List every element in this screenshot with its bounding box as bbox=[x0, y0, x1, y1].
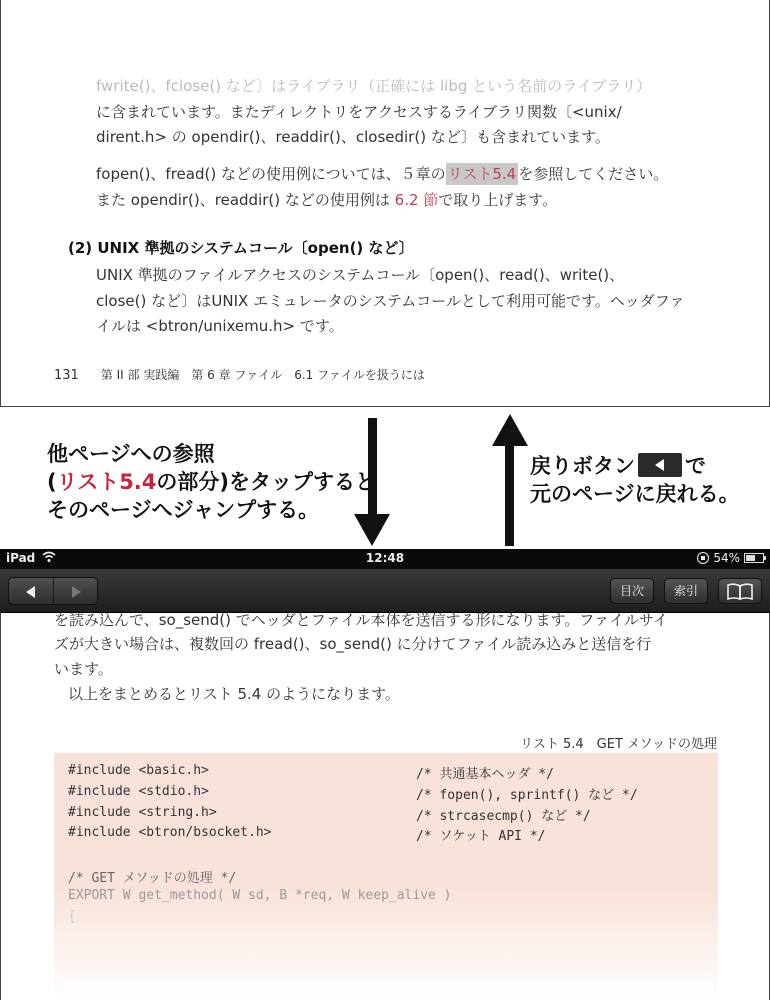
top-page-line: fwrite()、fclose() など〕はライブラリ（正確には libg という名前のライブラリ） bbox=[96, 77, 652, 95]
battery-percent: 54% bbox=[713, 551, 740, 565]
top-page-line: イルは <btron/unixemu.h> です。 bbox=[96, 317, 344, 335]
index-button[interactable]: 索引 bbox=[664, 578, 708, 604]
top-page-line: close() など〕はUNIX エミュレータのシステムコールとして利用可能です。ヘッダファ bbox=[96, 292, 685, 310]
top-page-line: に含まれています。またディレクトリをアクセスするライブラリ関数〔<unix/ bbox=[96, 103, 622, 121]
callout-back-explanation bbox=[530, 452, 740, 508]
text-span: の部分)をタップすると bbox=[156, 470, 376, 494]
battery-fill bbox=[746, 555, 755, 561]
clock: 12:48 bbox=[365, 551, 405, 565]
code-line: EXPORT W get_method( W sd, B *req, W keep_alive ) bbox=[68, 888, 452, 903]
callout-line: 元のページに戻れる。 bbox=[530, 482, 740, 506]
status-right bbox=[697, 551, 764, 565]
open-book-icon bbox=[726, 583, 754, 601]
back-button-icon bbox=[638, 453, 682, 477]
running-header: 第 II 部 実践編 第 6 章 ファイル 6.1 ファイルを扱うには bbox=[100, 368, 425, 382]
top-page-line: dirent.h> の opendir()、readdir()、closedir() など〕も含まれています。 bbox=[96, 128, 610, 146]
code-listing bbox=[54, 753, 718, 1000]
status-bar bbox=[0, 549, 770, 569]
top-page-line bbox=[96, 163, 726, 184]
callout-line: 他ページへの参照 bbox=[47, 442, 215, 466]
back-button[interactable] bbox=[9, 578, 53, 604]
arrow-up-icon bbox=[490, 412, 530, 546]
top-page-line bbox=[96, 189, 726, 210]
text-span: を参照してください。 bbox=[518, 165, 669, 183]
text-span: 戻りボタン bbox=[530, 454, 635, 478]
forward-button[interactable] bbox=[53, 578, 98, 604]
bottom-page-line: います。 bbox=[54, 660, 113, 678]
callout-jump-explanation bbox=[47, 440, 376, 524]
code-line: #include <string.h> bbox=[68, 805, 217, 820]
library-button[interactable] bbox=[718, 578, 762, 604]
battery-icon bbox=[744, 553, 764, 563]
bottom-book-page bbox=[0, 613, 770, 1000]
text-span: で取り上げます。 bbox=[438, 191, 558, 209]
bottom-page-line: 以上をまとめるとリスト 5.4 のようになります。 bbox=[68, 685, 400, 703]
page-number: 131 bbox=[54, 368, 79, 383]
history-nav bbox=[8, 577, 98, 605]
back-arrow-icon bbox=[26, 586, 35, 598]
callout-line bbox=[530, 452, 740, 480]
code-line: #include <stdio.h> bbox=[68, 784, 209, 799]
code-comment: /* 共通基本ヘッダ */ bbox=[416, 767, 554, 782]
code-line: #include <btron/bsocket.h> bbox=[68, 825, 272, 840]
reader-toolbar bbox=[0, 569, 770, 613]
toc-button[interactable]: 目次 bbox=[610, 578, 654, 604]
code-line: /* GET メソッドの処理 */ bbox=[68, 871, 237, 886]
bottom-page-line: を読み込んで、so_send() でヘッダとファイル本体を送信する形になります。ファイルサイ bbox=[54, 613, 668, 629]
text-span: で bbox=[685, 454, 706, 478]
bottom-page-line: ズが大きい場合は、複数回の fread()、so_send() に分けてファイル読み込みと送信を行 bbox=[54, 635, 652, 653]
code-comment: /* strcasecmp() など */ bbox=[416, 809, 591, 824]
forward-arrow-icon bbox=[72, 586, 81, 598]
text-span: ( bbox=[47, 470, 57, 494]
page-footer bbox=[54, 366, 425, 383]
callout-line: そのページへジャンプする。 bbox=[47, 498, 320, 522]
listing-caption: リスト 5.4 GET メソッドの処理 bbox=[520, 737, 717, 752]
reference-link-listing[interactable]: リスト5.4 bbox=[447, 165, 517, 183]
code-comment: /* fopen(), sprintf() など */ bbox=[416, 788, 638, 803]
top-page-line: UNIX 準拠のファイルアクセスのシステムコール〔open()、read()、write()、 bbox=[96, 266, 625, 284]
code-comment: /* ソケット API */ bbox=[416, 829, 546, 844]
rotation-lock-icon bbox=[697, 552, 709, 564]
top-book-page bbox=[0, 0, 770, 407]
code-line: { bbox=[68, 909, 76, 924]
text-span: また opendir()、readdir() などの使用例は bbox=[96, 191, 390, 209]
callout-line bbox=[47, 468, 376, 496]
text-span: fopen()、fread() などの使用例については、５章の bbox=[96, 165, 446, 183]
code-line: #include <basic.h> bbox=[68, 763, 209, 778]
section-heading: (2) UNIX 準拠のシステムコール〔open() など〕 bbox=[68, 239, 414, 257]
callout-highlight: リスト5.4 bbox=[56, 470, 157, 494]
device-name: iPad bbox=[6, 551, 36, 565]
reference-link-section[interactable]: 6.2 節 bbox=[394, 191, 439, 209]
